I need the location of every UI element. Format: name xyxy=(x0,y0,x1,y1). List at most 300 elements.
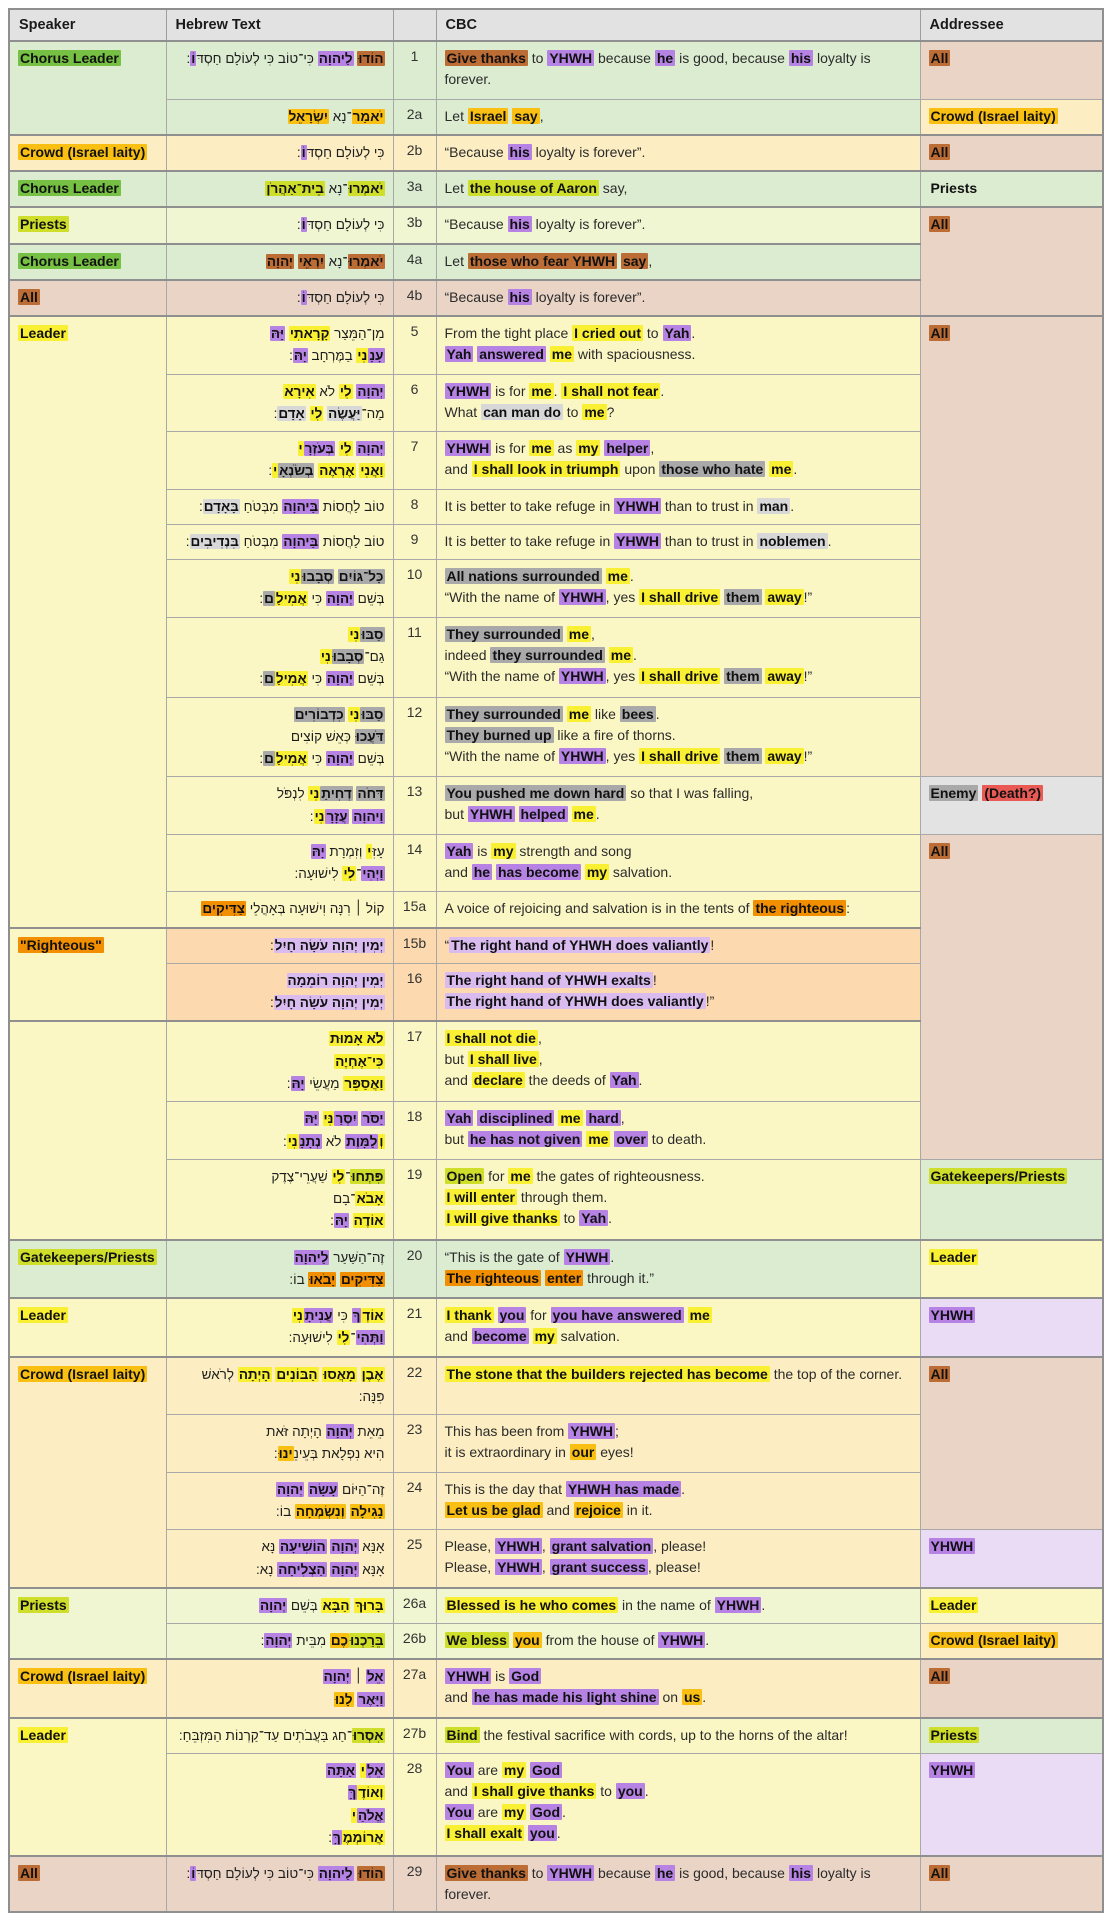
hebrew-cell xyxy=(166,617,393,697)
hebrew-cell xyxy=(166,1415,393,1473)
highlight-pu: YHWH xyxy=(446,1668,490,1685)
text-line xyxy=(175,1760,385,1782)
text-line: עָנָנִי בַמֶּרְחָב יָהּ: xyxy=(289,348,384,364)
highlight-gr: them xyxy=(726,667,760,684)
highlight-br: All xyxy=(930,50,949,66)
verse-number: 6 xyxy=(393,374,436,432)
verse-number: 12 xyxy=(393,697,436,777)
highlight-pu: וֹ xyxy=(191,1866,196,1882)
speaker-cell xyxy=(9,171,166,207)
text-line: You pushed me down hard so that I was falling, xyxy=(446,785,754,802)
highlight-pu: יְהוָה xyxy=(323,1669,350,1685)
text-line: Let Israel say , xyxy=(444,107,544,124)
text-line: Please, YHWH , grant salvation , please! xyxy=(444,1538,707,1555)
highlight-ye: אֲמִילַ xyxy=(275,751,307,767)
addressee-cell xyxy=(920,135,1103,171)
text-line xyxy=(175,1689,385,1711)
verse-number: 9 xyxy=(393,524,436,559)
text-line: YHWH is for me . I shall not fear . xyxy=(446,382,665,399)
highlight-ye: my xyxy=(503,1804,525,1821)
hebrew-cell xyxy=(166,834,393,892)
table-row-verse-28 xyxy=(9,1754,1103,1857)
text-line: הִיא נִפְלָאת בְּעֵינֵינוּ: xyxy=(273,1446,385,1462)
highlight-or: צַדִּיקִים xyxy=(202,901,245,917)
highlight-pu: הוֹשִׁיעָה xyxy=(280,1539,326,1555)
table-header xyxy=(9,9,1103,41)
speaker-cell xyxy=(9,1240,166,1299)
highlight-pu: בַּיהוָה xyxy=(283,533,319,549)
highlight-pu: YHWH xyxy=(616,532,659,549)
highlight-lp: יְמִין יְהוָה רוֹמֵמָה xyxy=(287,972,384,988)
header-hebrew-text: Hebrew Text xyxy=(166,9,393,41)
highlight-pu: יְהוָה xyxy=(357,441,384,457)
highlight-ye: me xyxy=(510,1167,531,1184)
text-line: אָבֹא־בָם xyxy=(333,1191,384,1207)
highlight-br: יִרְאֵי xyxy=(298,253,324,269)
highlight-ye: I shall not fear xyxy=(563,382,659,399)
highlight-or: "Righteous" xyxy=(20,936,102,953)
text-line: בְּשֵׁם יְהוָה כִּי אֲמִילַם: xyxy=(259,671,385,687)
cbc-cell xyxy=(436,1624,920,1660)
verse-number: 26a xyxy=(393,1588,436,1624)
text-line: Give thanks to YHWH because he is good, because his loyalty is forever. xyxy=(444,1865,871,1903)
highlight-yg: Gatekeepers/Priests xyxy=(20,1248,155,1265)
text-line: What can man do to me ? xyxy=(444,403,615,420)
verse-number: 5 xyxy=(393,316,436,374)
highlight-ye: me xyxy=(568,705,589,722)
hebrew-cell xyxy=(166,1298,393,1357)
highlight-pu: Yah xyxy=(446,1110,472,1127)
highlight-ye: I shall drive xyxy=(641,747,719,764)
cbc-cell xyxy=(436,524,920,559)
header-addressee: Addressee xyxy=(920,9,1103,41)
verse-number: 16 xyxy=(393,963,436,1021)
highlight-pu: YHWH xyxy=(660,1632,704,1649)
highlight-gr: דַּחֹה xyxy=(357,786,384,802)
highlight-gr: bees xyxy=(621,705,654,722)
table-row-verse-22 xyxy=(9,1357,1103,1415)
text-line: I will enter through them. xyxy=(446,1188,608,1205)
text-line: כִּי לְעוֹלָם חַסְדּוֹ: xyxy=(296,217,385,233)
highlight-gr: סְבָבוּ xyxy=(332,649,364,665)
highlight-ye: לִי xyxy=(337,1330,350,1346)
highlight-yg: Open xyxy=(446,1167,483,1184)
verse-number: 25 xyxy=(393,1530,436,1588)
text-line: מַה־יַּעֲשֶׂה לִי אָדָם: xyxy=(273,405,385,421)
text-line: טוֹב לַחֲסוֹת בַּיהוָה מִבְּטֹחַ בִּנְדִיבִים: xyxy=(185,533,385,549)
highlight-gr: They surrounded xyxy=(446,625,561,642)
highlight-ye: הַבָּא xyxy=(322,1597,350,1613)
addressee-cell xyxy=(920,1240,1103,1299)
verse-number: 22 xyxy=(393,1357,436,1415)
text-line: but I shall live , xyxy=(444,1051,543,1068)
cbc-cell xyxy=(436,1159,920,1239)
highlight-am: לָנוּ xyxy=(334,1691,353,1707)
speaker-cell xyxy=(9,1588,166,1660)
table-row-verse-21 xyxy=(9,1298,1103,1357)
highlight-lg: בָּאָדָם xyxy=(203,498,239,514)
hebrew-cell xyxy=(166,489,393,524)
text-line: בְּשֵׁם יְהוָה כִּי אֲמִילַם: xyxy=(259,751,385,767)
highlight-ye: אֲמִילַ xyxy=(275,591,307,607)
highlight-pu: וֹ xyxy=(301,217,306,233)
addressee-cell xyxy=(920,1659,1103,1718)
table-row-verse-20 xyxy=(9,1240,1103,1299)
highlight-rd: (Death?) xyxy=(984,785,1042,802)
text-line: וַיְהִי־לִי לִישׁוּעָה: xyxy=(294,866,384,882)
text-line: They burned up like a fire of thorns. xyxy=(446,726,676,743)
addressee-cell xyxy=(920,777,1103,835)
highlight-pu: נְתָנָ xyxy=(299,1133,321,1149)
text-line: הוֹדוּ לַיהוָה כִּי־טוֹב כִּי לְעוֹלָם חַסְדּוֹ: xyxy=(186,51,384,66)
highlight-yg: בֵית־אַהֲרֹן xyxy=(266,181,324,197)
highlight-pu: עָנָ xyxy=(369,348,384,364)
highlight-gr: Enemy xyxy=(930,785,977,802)
highlight-ye: my xyxy=(534,1328,555,1345)
text-line: The stone that the builders rejected has become the top of the corner. xyxy=(446,1365,903,1382)
highlight-ye: I shall not die xyxy=(446,1030,536,1047)
text-line: גַם־סְבָבוּנִי xyxy=(320,649,385,665)
hebrew-cell xyxy=(166,892,393,928)
highlight-ye: מָאֲסוּ xyxy=(323,1366,356,1382)
hebrew-cell xyxy=(166,1530,393,1588)
verse-number: 26b xyxy=(393,1624,436,1660)
verse-number: 23 xyxy=(393,1415,436,1473)
highlight-ye: אֲרוֹמְמֶ xyxy=(342,1829,384,1845)
highlight-br: All xyxy=(930,1668,949,1685)
verse-number: 7 xyxy=(393,432,436,490)
highlight-pu: יְהוָה xyxy=(357,383,384,399)
highlight-lp: The right hand of YHWH exalts xyxy=(446,971,651,988)
highlight-pu: YHWH xyxy=(616,497,659,514)
text-line: The right hand of YHWH exalts ! xyxy=(446,971,657,988)
text-line: יְהוָה לִי לֹא אִירָא xyxy=(284,383,384,399)
highlight-lp: יְמִין יְהוָה עֹשָׂה חָיִל xyxy=(274,937,384,953)
text-line: I shall exalt you . xyxy=(446,1825,561,1842)
highlight-lg: man xyxy=(759,497,789,514)
highlight-am: ינוּ xyxy=(278,1446,293,1462)
text-line: This is the day that YHWH has made . xyxy=(444,1480,686,1497)
highlight-pu: You xyxy=(446,1804,472,1821)
table-row-verse-26b xyxy=(9,1624,1103,1660)
highlight-ye: away xyxy=(767,667,802,684)
hebrew-cell xyxy=(166,1240,393,1299)
highlight-ye: me xyxy=(584,403,605,420)
highlight-gn: Chorus Leader xyxy=(20,252,119,269)
highlight-yg: Priests xyxy=(20,1596,67,1613)
highlight-ye: י xyxy=(298,441,303,457)
cbc-cell xyxy=(436,99,920,135)
highlight-pu: you xyxy=(617,1783,643,1800)
speaker-cell xyxy=(9,280,166,316)
text-line xyxy=(175,1805,385,1827)
text-line: יֹאמְרוּ־נָא בֵית־אַהֲרֹן xyxy=(266,181,384,197)
verse-number: 20 xyxy=(393,1240,436,1299)
highlight-gr: ם xyxy=(264,671,274,687)
table-row-verse-29 xyxy=(9,1856,1103,1912)
highlight-pu: וַיָּאֶר xyxy=(358,1691,384,1707)
text-line: but YHWH helped me . xyxy=(444,806,600,823)
highlight-ye: me xyxy=(689,1307,710,1324)
highlight-lg: אָדָם xyxy=(278,405,305,421)
text-line: אֶבֶן מָאֲסוּ הַבּוֹנִים הָיְתָה לְרֹאשׁ פִּנָּה: xyxy=(201,1366,385,1404)
text-line: Yah answered me with spaciousness. xyxy=(446,346,696,363)
hebrew-cell xyxy=(166,963,393,1021)
table-row-verse-3a xyxy=(9,171,1103,207)
highlight-ye: my xyxy=(493,842,514,859)
highlight-pu: יְהוָה xyxy=(331,1561,358,1577)
highlight-ye: me xyxy=(607,568,628,585)
verse-number: 14 xyxy=(393,834,436,892)
highlight-ye: Leader xyxy=(930,1248,977,1265)
addressee-cell xyxy=(920,1159,1103,1239)
highlight-yg: We bless xyxy=(446,1632,507,1649)
cbc-cell xyxy=(436,207,920,243)
highlight-pu: YHWH has made xyxy=(567,1480,680,1497)
highlight-ye: my xyxy=(503,1762,525,1779)
highlight-pu: YHWH xyxy=(930,1762,974,1779)
text-line: I shall not die , xyxy=(446,1030,542,1047)
highlight-br: All xyxy=(20,288,38,305)
highlight-am: כֶם xyxy=(330,1633,349,1649)
text-line: טוֹב לַחֲסוֹת בַּיהוָה מִבְּטֹחַ בָּאָדָם: xyxy=(199,498,385,514)
highlight-pu: יְהוָה xyxy=(276,1481,304,1497)
highlight-ye: I thank xyxy=(446,1307,492,1324)
highlight-am: וְנִשְׂמְחָה xyxy=(295,1503,345,1519)
highlight-gr: סְבָבוּ xyxy=(302,569,334,585)
text-line: The right hand of YHWH does valiantly !” xyxy=(446,992,715,1009)
speaker-cell xyxy=(9,316,166,928)
highlight-gr: כִדְבוֹרִים xyxy=(294,706,344,722)
highlight-or: צַדִּיקִים xyxy=(340,1271,384,1287)
highlight-ye: וְאוֹדֶ xyxy=(358,1785,384,1801)
hebrew-cell xyxy=(166,316,393,374)
highlight-pu: YHWH xyxy=(549,1865,593,1882)
highlight-ye: declare xyxy=(473,1072,523,1089)
highlight-pu: hard xyxy=(588,1110,619,1127)
addressee-cell xyxy=(920,171,1103,207)
verse-number: 8 xyxy=(393,489,436,524)
highlight-gr: דֹּעֲכוּ xyxy=(355,728,384,744)
verse-number: 4b xyxy=(393,280,436,316)
highlight-br: All xyxy=(930,325,949,342)
hebrew-cell xyxy=(166,697,393,777)
verse-number: 2a xyxy=(393,99,436,135)
highlight-or: The righteous xyxy=(446,1269,540,1286)
text-line: and declare the deeds of Yah . xyxy=(444,1072,643,1089)
highlight-pu: he xyxy=(656,1865,674,1882)
highlight-pu: יְהוָה xyxy=(326,671,353,687)
table-row-verse-19 xyxy=(9,1159,1103,1239)
highlight-yg: בֵּרַכְנוּ xyxy=(350,1633,384,1649)
hebrew-cell xyxy=(166,777,393,835)
highlight-lg: יַּעֲשֶׂה xyxy=(328,405,361,421)
text-line: YHWH is for me as my helper , xyxy=(446,440,655,457)
text-line: אָנָּא יְהוָה הוֹשִׁיעָה נָּא xyxy=(261,1539,385,1555)
highlight-ye: נִי xyxy=(290,569,301,585)
hebrew-cell xyxy=(166,207,393,243)
highlight-ye: כִּי־אֶחְיֶה xyxy=(335,1053,384,1069)
hebrew-cell xyxy=(166,1102,393,1160)
text-line: Yah disciplined me hard , xyxy=(446,1110,625,1127)
verse-number: 17 xyxy=(393,1021,436,1101)
hebrew-cell xyxy=(166,1718,393,1754)
speaker-cell xyxy=(9,1298,166,1357)
highlight-pu: עָשָׂה xyxy=(308,1481,338,1497)
highlight-ye: me xyxy=(588,1131,609,1148)
addressee-cell xyxy=(920,1718,1103,1754)
highlight-pu: grant salvation xyxy=(551,1538,652,1555)
text-line: בֵּרַכְנוּכֶם מִבֵּית יְהוָה: xyxy=(260,1633,384,1649)
speaker-cell xyxy=(9,1021,166,1239)
cbc-cell xyxy=(436,617,920,697)
highlight-ye: נִי xyxy=(349,706,360,722)
highlight-ye: נִי xyxy=(287,1133,298,1149)
verse-number: 28 xyxy=(393,1754,436,1857)
verse-number: 29 xyxy=(393,1856,436,1912)
highlight-pu: Yah xyxy=(611,1072,637,1089)
hebrew-cell xyxy=(166,135,393,171)
addressee-cell xyxy=(920,41,1103,99)
addressee-cell xyxy=(920,1754,1103,1857)
table-row-verse-13 xyxy=(9,777,1103,835)
cbc-cell xyxy=(436,171,920,207)
highlight-pu: וַיהוָה xyxy=(353,808,384,824)
cbc-cell xyxy=(436,1240,920,1299)
text-line: עָזִּי וְזִמְרָת יָהּ xyxy=(311,843,385,859)
highlight-ye: me xyxy=(531,440,552,457)
text-line: and I shall look in triumph upon those who hate me . xyxy=(444,461,798,478)
text-line: “Because his loyalty is forever”. xyxy=(444,216,646,233)
highlight-lg: בִּנְדִיבִים xyxy=(190,533,239,549)
highlight-br: All xyxy=(930,1865,949,1882)
table-body xyxy=(9,41,1103,1912)
highlight-am: us xyxy=(683,1689,701,1706)
highlight-lg: can man do xyxy=(483,403,561,420)
highlight-ye: I shall exalt xyxy=(446,1825,522,1842)
highlight-ye: נִי xyxy=(357,348,368,364)
highlight-ye: נִי xyxy=(292,1308,303,1324)
highlight-pu: יַסֹּר xyxy=(362,1111,384,1127)
highlight-ye: The stone that the builders rejected has become xyxy=(446,1365,768,1382)
highlight-pl: Priests xyxy=(930,180,978,197)
highlight-gr: them xyxy=(726,589,760,606)
hebrew-cell xyxy=(166,1588,393,1624)
highlight-ye: לִי xyxy=(332,1168,345,1184)
highlight-pu: לַיהוָה xyxy=(318,1866,353,1882)
cbc-cell xyxy=(436,963,920,1021)
highlight-ye: away xyxy=(767,747,802,764)
hebrew-cell xyxy=(166,1472,393,1530)
highlight-ye: אֲמִילַ xyxy=(275,671,307,687)
highlight-ye: I will give thanks xyxy=(446,1209,558,1226)
highlight-am: rejoice xyxy=(575,1501,621,1518)
speaker-cell xyxy=(9,1718,166,1856)
highlight-ye: I shall drive xyxy=(641,589,719,606)
highlight-pu: ךָּ xyxy=(333,1829,341,1845)
highlight-ye: I shall give thanks xyxy=(473,1783,595,1800)
verse-number: 15a xyxy=(393,892,436,928)
addressee-cell xyxy=(920,1588,1103,1624)
verse-number: 13 xyxy=(393,777,436,835)
text-line xyxy=(175,1028,385,1050)
text-line: זֶה־הַיּוֹם עָשָׂה יְהוָה xyxy=(276,1481,385,1497)
highlight-pu: Yah xyxy=(581,1209,607,1226)
cbc-cell xyxy=(436,1659,920,1718)
hebrew-cell xyxy=(166,524,393,559)
highlight-gr: them xyxy=(726,747,760,764)
cbc-cell xyxy=(436,834,920,892)
cbc-cell xyxy=(436,1102,920,1160)
text-line: Please, YHWH , grant success , please! xyxy=(444,1559,701,1576)
table-row-verse-5 xyxy=(9,316,1103,374)
highlight-lg: noblemen xyxy=(759,532,826,549)
text-line: “This is the gate of YHWH . xyxy=(444,1248,615,1265)
table-row-verse-26a xyxy=(9,1588,1103,1624)
highlight-gr: סַבּוּ xyxy=(361,706,384,722)
cbc-cell xyxy=(436,244,920,280)
highlight-pu: וֹ xyxy=(191,51,196,66)
addressee-cell xyxy=(920,834,1103,1159)
highlight-pu: over xyxy=(616,1131,646,1148)
highlight-ye: אוֹדֶה xyxy=(353,1213,384,1229)
highlight-ye: אֶבֶן xyxy=(361,1366,384,1382)
highlight-ye: בָּרוּךְ xyxy=(355,1597,384,1613)
speaker-cell xyxy=(9,928,166,1022)
text-line: דַּחֹה דְחִיתַנִי לִנְפֹּל xyxy=(276,786,384,802)
highlight-gr: כָּל־גּוֹיִם xyxy=(338,569,384,585)
highlight-pu: has become xyxy=(497,863,579,880)
highlight-am: Crowd (Israel laity) xyxy=(930,1632,1056,1649)
text-line: Let us be glad and rejoice in it. xyxy=(446,1501,653,1518)
hebrew-cell xyxy=(166,99,393,135)
highlight-pu: Yah xyxy=(664,325,690,342)
text-line xyxy=(175,1108,385,1130)
highlight-lp: יְמִין יְהוָה עֹשָׂה חָיִל xyxy=(274,995,384,1011)
text-line: וַיהוָה עֲזָרָנִי: xyxy=(309,808,384,824)
text-line xyxy=(175,438,385,460)
highlight-gr: ם xyxy=(264,751,274,767)
cbc-cell xyxy=(436,697,920,777)
cbc-cell xyxy=(436,1415,920,1473)
highlight-am: our xyxy=(571,1444,595,1461)
verse-number: 24 xyxy=(393,1472,436,1530)
highlight-pu: YHWH xyxy=(497,1559,540,1576)
highlight-pu: answered xyxy=(479,346,544,363)
highlight-pu: his xyxy=(790,1865,812,1882)
verse-number: 11 xyxy=(393,617,436,697)
highlight-pu: לַמָּוֶת xyxy=(346,1133,378,1149)
highlight-pu: helper xyxy=(606,440,649,457)
highlight-pu: you xyxy=(529,1825,555,1842)
highlight-pu: you xyxy=(499,1307,525,1324)
text-line: it is extraordinary in our eyes! xyxy=(444,1444,634,1461)
highlight-gr: You pushed me down hard xyxy=(446,785,625,802)
highlight-pu: YHWH xyxy=(560,747,604,764)
verse-number: 3a xyxy=(393,171,436,207)
text-line: Give thanks to YHWH because he is good, because his loyalty is forever. xyxy=(444,50,871,87)
header-verse xyxy=(393,9,436,41)
highlight-pu: YHWH xyxy=(469,806,513,823)
highlight-yg: יֹאמְרוּ xyxy=(348,181,384,197)
highlight-pu: אֵלִ xyxy=(366,1763,384,1779)
hebrew-cell xyxy=(166,1021,393,1101)
cbc-cell xyxy=(436,892,920,928)
highlight-ye: me xyxy=(771,461,792,478)
hebrew-cell xyxy=(166,1856,393,1912)
hebrew-cell xyxy=(166,432,393,490)
highlight-pu: grant success xyxy=(551,1559,646,1576)
